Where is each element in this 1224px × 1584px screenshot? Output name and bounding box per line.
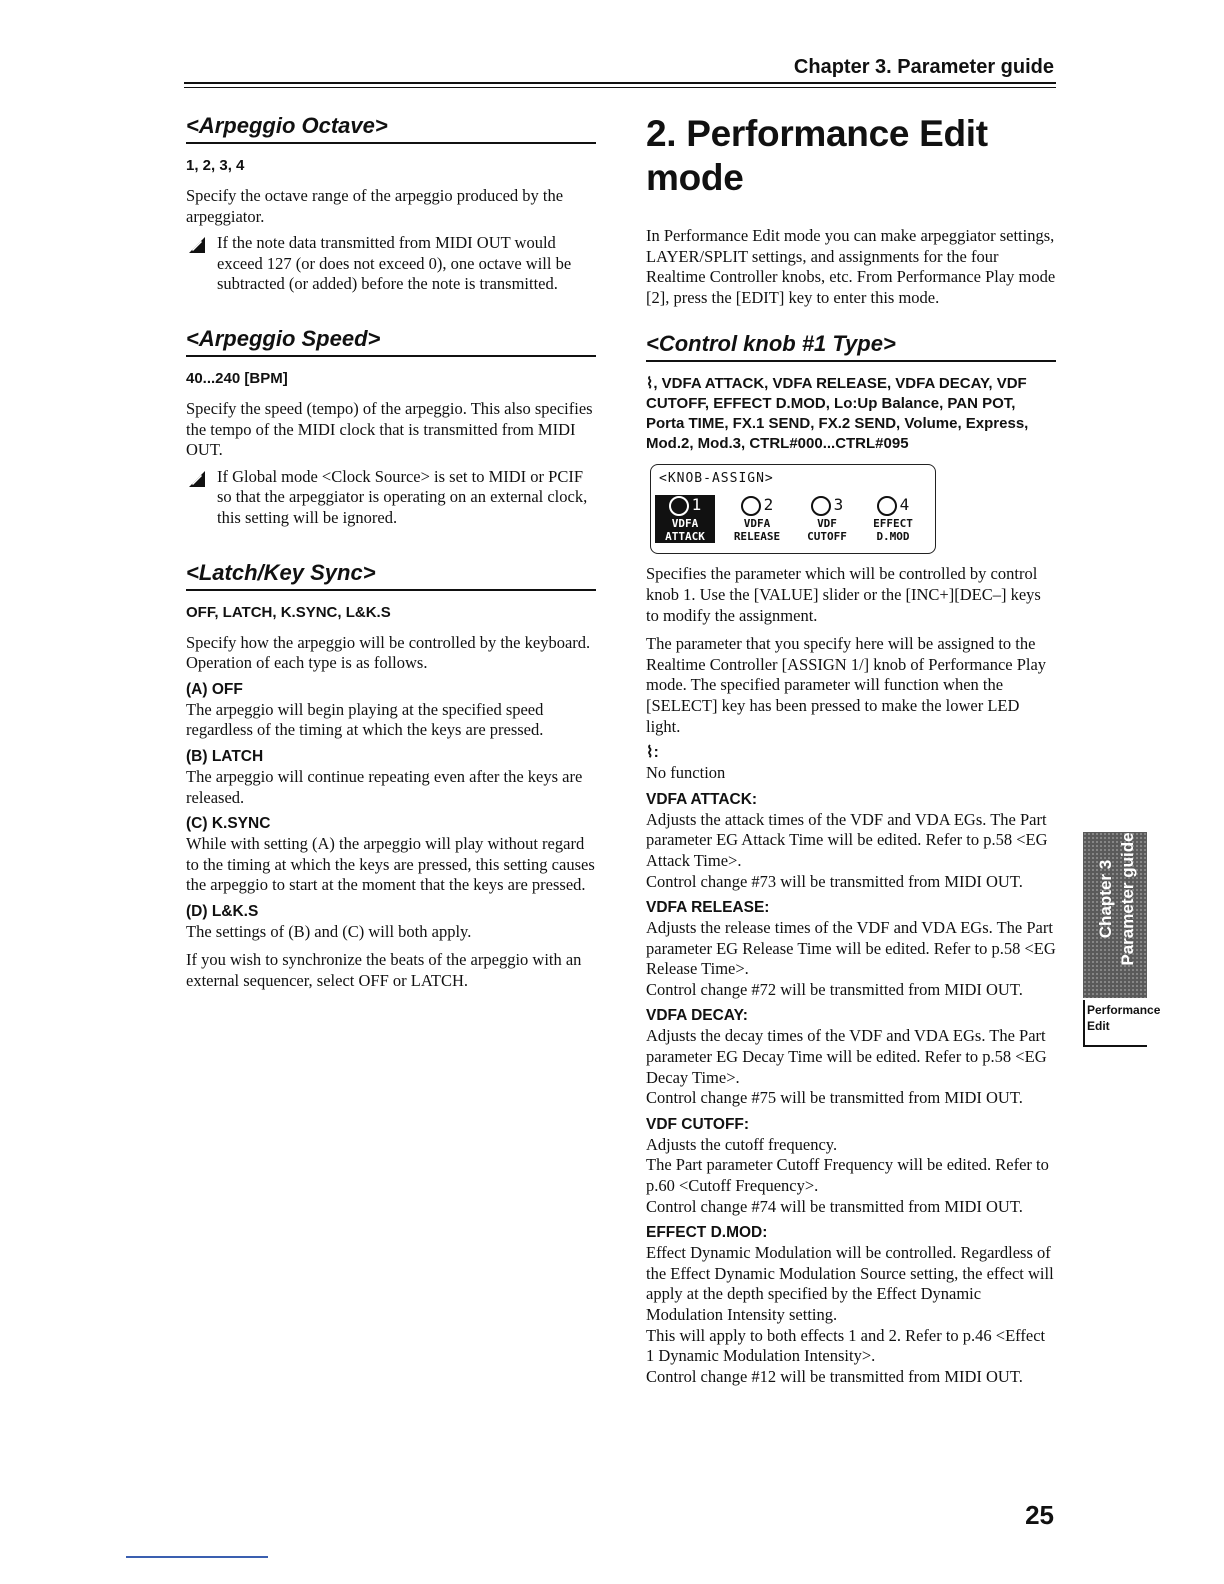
knob-icon: [877, 496, 897, 516]
effect-dmod-text-2: This will apply to both effects 1 and 2. Refer to p.46 <Effect 1 Dynamic Modulation Intensity>.: [646, 1325, 1046, 1366]
option-a-title: (A) OFF: [186, 680, 243, 698]
pencil-note-icon: [186, 467, 208, 489]
vdfa-decay-text: Adjusts the decay times of the VDF and VDA EGs. The Part parameter EG Decay Time will be edited. Refer to p.58 <EG Decay Time>.: [646, 1026, 1047, 1087]
vdfa-attack-text: Adjusts the attack times of the VDF and VDA EGs. The Part parameter EG Attack Time will be edited. Refer to p.58 <EG Attack Time>.: [646, 809, 1048, 870]
lcd-header: <KNOB-ASSIGN>: [659, 471, 774, 487]
vdfa-release-text: Adjusts the release times of the VDF and VDA EGs. The Part parameter EG Release Time will be edited. Refer to p.58 <EG Release Time>.: [646, 918, 1056, 979]
option-c-text: While with setting (A) the arpeggio will play without regard to the timing at which the keys are pressed, this setting causes the arpeggio to start at the moment that the keys are pressed.: [186, 834, 595, 895]
arpeggio-octave-values: 1, 2, 3, 4: [186, 157, 245, 174]
arpeggio-speed-note-text: If Global mode <Clock Source> is set to MIDI or PCIF so that the arpeggiator is operating on an external clock, this setting will be ignored.: [217, 466, 588, 527]
arpeggio-speed-heading: <Arpeggio Speed>: [186, 325, 596, 357]
arpeggio-speed-values: 40...240 [BPM]: [186, 369, 288, 387]
vdfa-attack-cc: Control change #73 will be transmitted from MIDI OUT.: [646, 871, 1023, 891]
no-function-text: No function: [646, 763, 726, 783]
arpeggio-speed-text: Specify the speed (tempo) of the arpeggio. This also specifies the tempo of the MIDI clock that is transmitted from MIDI OUT.: [186, 398, 593, 460]
lcd-knob-2: 2 VDFA RELEASE: [733, 495, 781, 543]
section-title: 2. Performance Edit mode: [646, 113, 988, 198]
side-tab-guide: Parameter guide: [1118, 832, 1137, 966]
vdf-cutoff-cc: Control change #74 will be transmitted from MIDI OUT.: [646, 1196, 1023, 1216]
lcd-knob-1: 1 VDFA ATTACK: [655, 495, 715, 543]
knob-icon: [811, 496, 831, 516]
control-knob-values: ⌇, VDFA ATTACK, VDFA RELEASE, VDFA DECAY, VDF CUTOFF, EFFECT D.MOD, Lo:Up Balance, PAN POT, Porta TIME, FX.1 SEND, FX.2 SEND, Volume, Express, Mod.2, Mod.3, CTRL#000...CTRL#095: [646, 375, 1029, 453]
option-d-text: The settings of (B) and (C) will both apply.: [186, 921, 472, 941]
vdfa-decay-cc: Control change #75 will be transmitted from MIDI OUT.: [646, 1088, 1023, 1108]
arpeggio-octave-text: Specify the octave range of the arpeggio produced by the arpeggiator.: [186, 186, 564, 226]
vdfa-decay-title: VDFA DECAY:: [646, 1007, 748, 1025]
latch-key-sync-values: OFF, LATCH, K.SYNC, L&K.S: [186, 603, 391, 621]
latch-key-sync-heading: <Latch/Key Sync>: [186, 559, 596, 591]
control-knob-heading: <Control knob #1 Type>: [646, 330, 1056, 362]
knob-icon: [741, 496, 761, 516]
no-function-title: ⌇:: [646, 744, 659, 762]
vdfa-attack-title: VDFA ATTACK:: [646, 790, 758, 808]
header-rule-thin: [184, 87, 1056, 88]
intro-text: In Performance Edit mode you can make arpeggiator settings, LAYER/SPLIT settings, and assignments for the four Realtime Controller knobs, etc. From Performance Play mode [2], press the [EDIT] key to enter this mode.: [646, 226, 1056, 307]
side-section-label: Performance Edit: [1087, 1003, 1161, 1033]
effect-dmod-cc: Control change #12 will be transmitted from MIDI OUT.: [646, 1366, 1023, 1386]
vdf-cutoff-text-1: Adjusts the cutoff frequency.: [646, 1134, 838, 1154]
lcd-display: [650, 464, 936, 554]
effect-dmod-text-1: Effect Dynamic Modulation will be controlled. Regardless of the Effect Dynamic Modulation Source setting, the effect will apply at the depth specified by the Effect Dynamic Modulation Intensity setting.: [646, 1243, 1054, 1324]
side-tab-chapter: Chapter 3: [1096, 859, 1115, 939]
knob-icon: [669, 496, 689, 516]
arpeggio-octave-note-text: If the note data transmitted from MIDI OUT would exceed 127 (or does not exceed 0), one octave will be subtracted (or added) before the note is transmitted.: [217, 233, 572, 294]
knob-description-1: Specifies the parameter which will be controlled by control knob 1. Use the [VALUE] slider or the [INC+][DEC–] keys to modify the assignment.: [646, 564, 1041, 625]
lcd-knob-3: 3 VDF CUTOFF: [807, 495, 847, 543]
running-header: Chapter 3. Parameter guide: [793, 56, 1054, 78]
lcd-knob-4: 4 EFFECT D.MOD: [873, 495, 913, 543]
vdfa-release-title: VDFA RELEASE:: [646, 899, 770, 917]
knob-description-2: The parameter that you specify here will be assigned to the Realtime Controller [ASSIGN 1/] knob of Performance Play mode. The specified parameter will function when the [SELECT] key has been pressed to make the lower LED light.: [646, 634, 1047, 736]
side-label-rule-vertical: [1083, 1000, 1085, 1046]
arpeggio-octave-heading: <Arpeggio Octave>: [186, 112, 596, 144]
arpeggio-speed-note: [186, 467, 596, 529]
latch-key-sync-text: Specify how the arpeggio will be controlled by the keyboard. Operation of each type is as follows.: [186, 632, 591, 673]
option-a-text: The arpeggio will begin playing at the specified speed regardless of the timing at which the keys are pressed.: [186, 699, 544, 740]
effect-dmod-title: EFFECT D.MOD:: [646, 1224, 768, 1242]
latch-final-text: If you wish to synchronize the beats of the arpeggio with an external sequencer, select OFF or LATCH.: [186, 950, 582, 991]
option-b-text: The arpeggio will continue repeating even after the keys are released.: [186, 766, 583, 807]
chapter-side-tab: [1083, 832, 1147, 998]
option-c-title: (C) K.SYNC: [186, 815, 271, 833]
pencil-note-icon: [186, 233, 208, 255]
vdf-cutoff-title: VDF CUTOFF:: [646, 1115, 750, 1133]
option-b-title: (B) LATCH: [186, 747, 264, 765]
left-column: [186, 112, 596, 992]
footer-rule: [126, 1556, 268, 1558]
vdfa-release-cc: Control change #72 will be transmitted from MIDI OUT.: [646, 979, 1023, 999]
page-number: 25: [1025, 1500, 1054, 1530]
arpeggio-octave-note: [186, 233, 596, 295]
side-label-rule-horizontal: [1083, 1045, 1147, 1047]
header-rule: [184, 82, 1056, 84]
vdf-cutoff-text-2: The Part parameter Cutoff Frequency will be edited. Refer to p.60 <Cutoff Frequency>.: [646, 1155, 1049, 1196]
option-d-title: (D) L&K.S: [186, 902, 259, 920]
right-column: [646, 112, 1056, 1387]
